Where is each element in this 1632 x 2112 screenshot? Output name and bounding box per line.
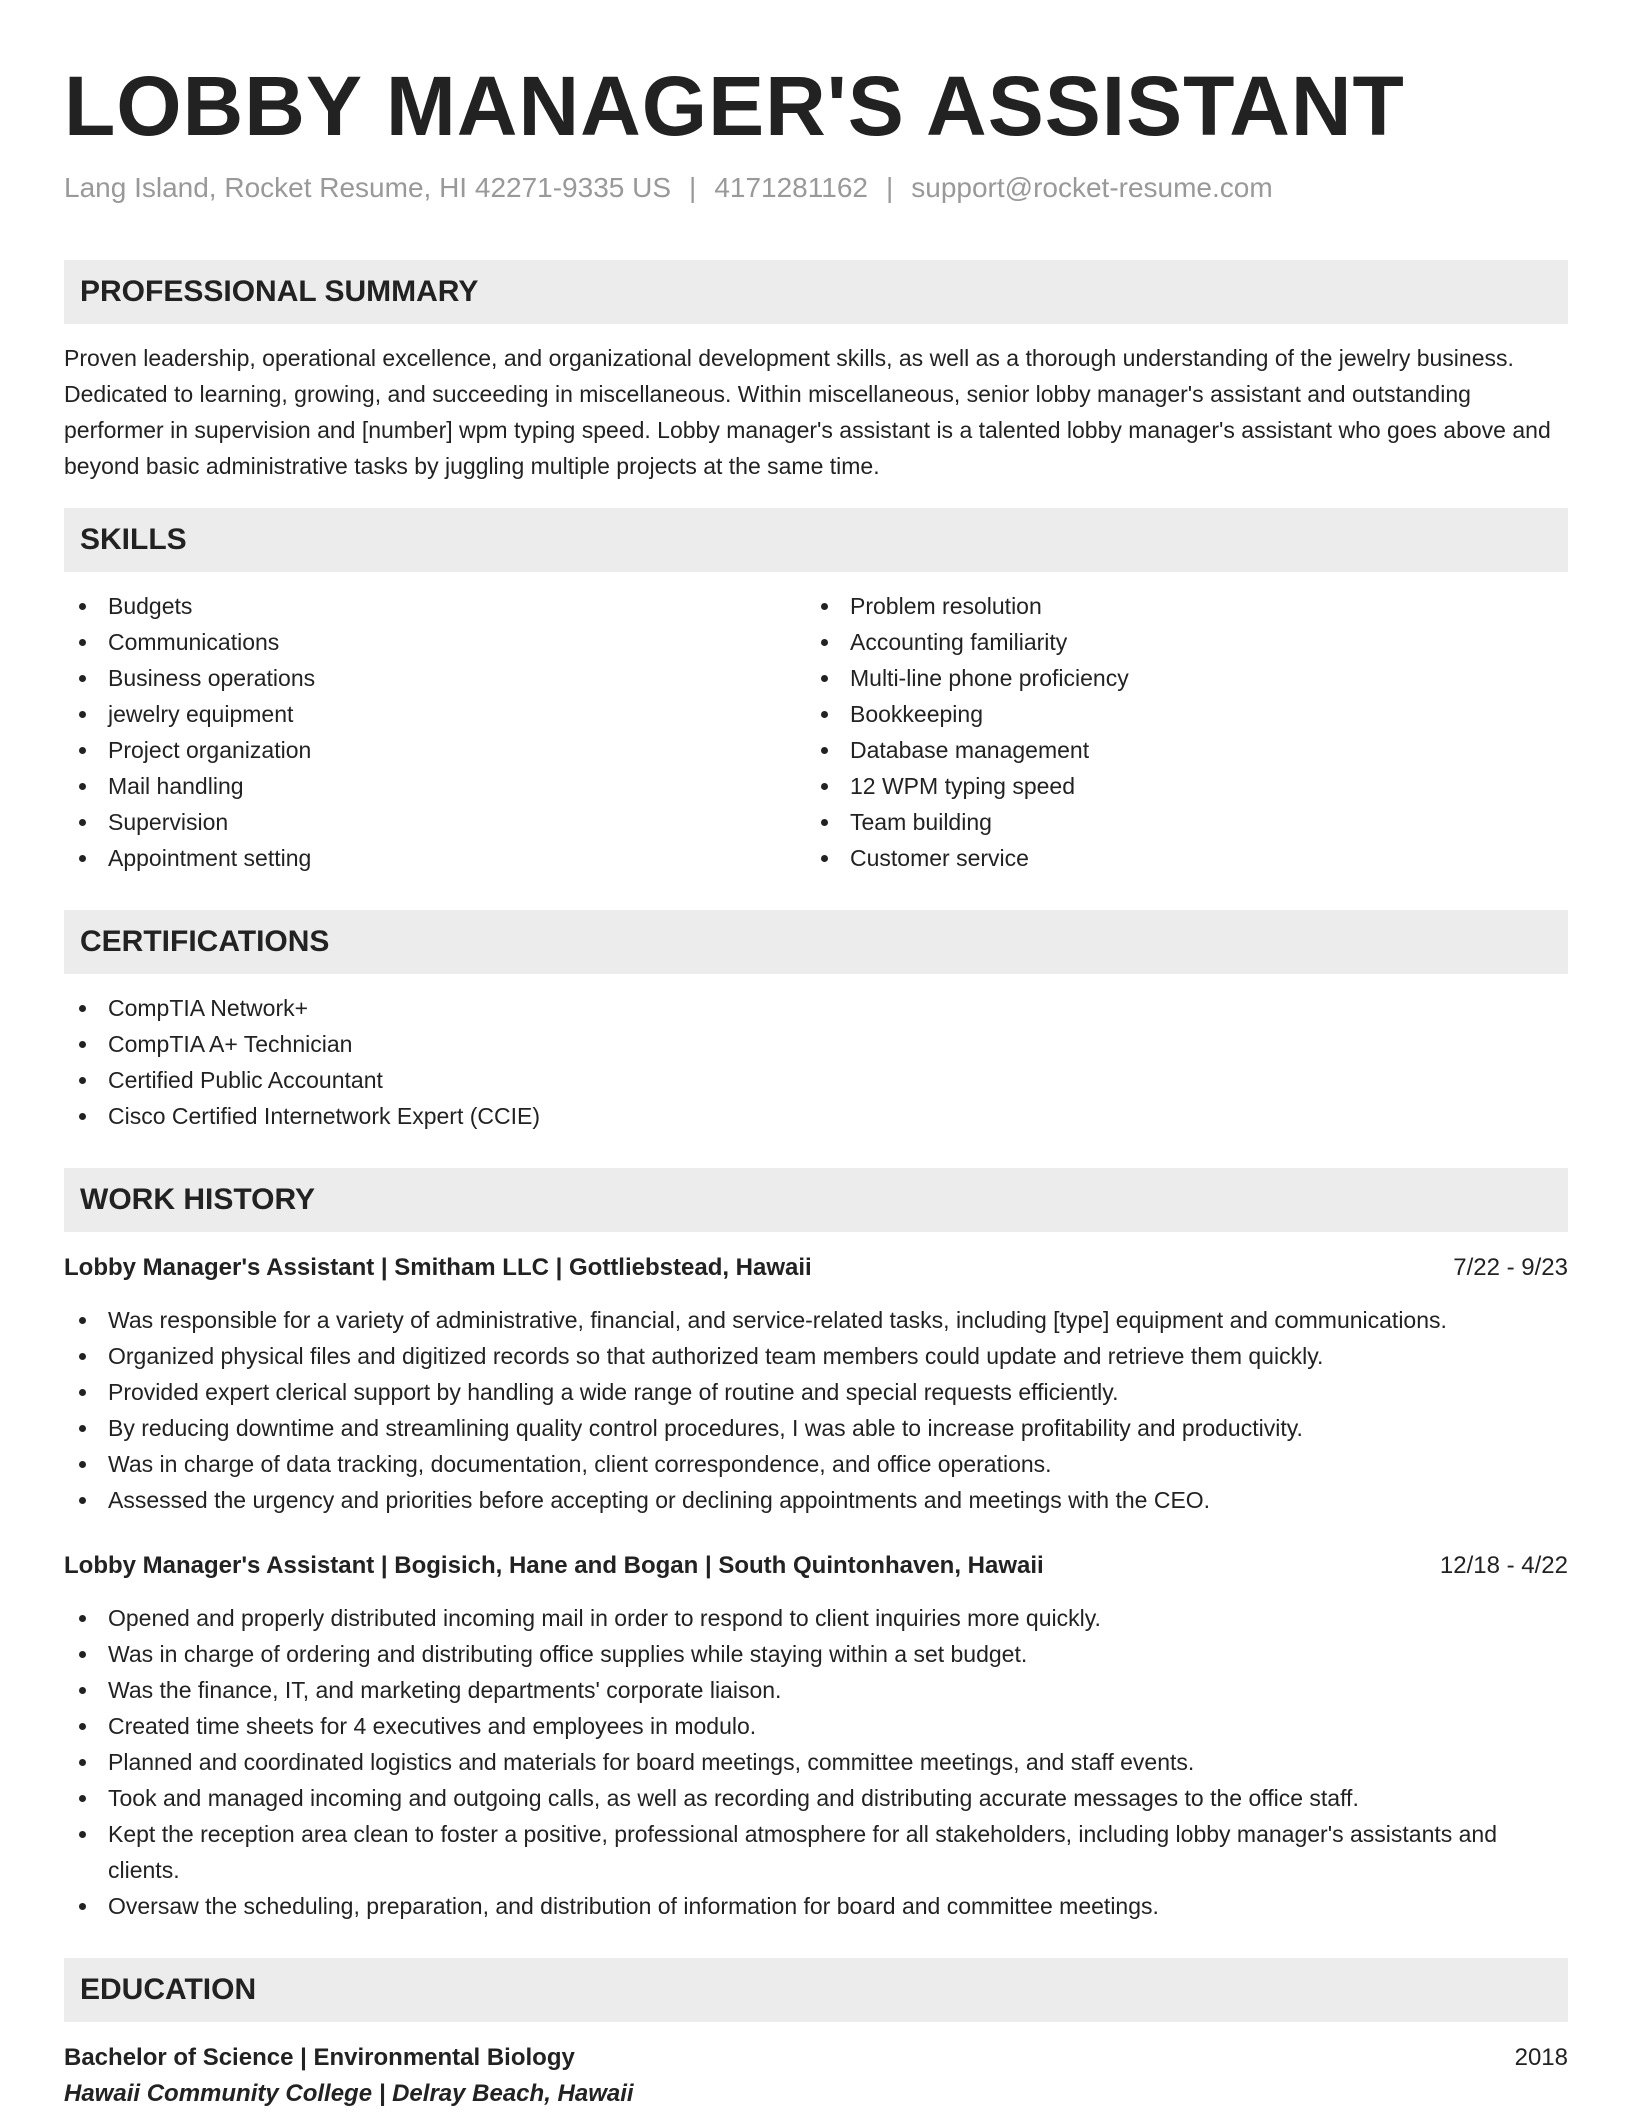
job-title: Lobby Manager's Assistant | Smitham LLC | Gottliebstead, Hawaii bbox=[64, 1254, 812, 1281]
contact-separator: | bbox=[885, 172, 894, 203]
skill-item: Project organization bbox=[64, 732, 806, 768]
skill-item: Mail handling bbox=[64, 768, 806, 804]
section-heading-summary: PROFESSIONAL SUMMARY bbox=[64, 260, 1568, 324]
candidate-name: LOBBY MANAGER'S ASSISTANT bbox=[64, 59, 1405, 153]
job-bullet: Was in charge of data tracking, documentation, client correspondence, and office operations. bbox=[64, 1446, 1568, 1482]
job-bullet: Was in charge of ordering and distributing office supplies while staying within a set budget. bbox=[64, 1636, 1568, 1672]
certification-item: Certified Public Accountant bbox=[64, 1062, 1568, 1098]
job-bullet: Was the finance, IT, and marketing departments' corporate liaison. bbox=[64, 1672, 1568, 1708]
skill-item: Appointment setting bbox=[64, 840, 806, 876]
skill-item: Database management bbox=[806, 732, 1548, 768]
work-history bbox=[64, 1250, 1568, 1924]
skill-item: Multi-line phone proficiency bbox=[806, 660, 1548, 696]
skill-item: Customer service bbox=[806, 840, 1548, 876]
skill-item: Problem resolution bbox=[806, 588, 1548, 624]
skill-item: jewelry equipment bbox=[64, 696, 806, 732]
job-bullet: Provided expert clerical support by handling a wide range of routine and special requests efficiently. bbox=[64, 1374, 1568, 1410]
contact-address: Lang Island, Rocket Resume, HI 42271-9335 US bbox=[64, 172, 672, 203]
job-bullet: Opened and properly distributed incoming mail in order to respond to client inquiries more quickly. bbox=[64, 1600, 1568, 1636]
job-entry bbox=[64, 1250, 1568, 1518]
education-degree: Bachelor of Science | Environmental Biology bbox=[64, 2044, 575, 2071]
skills-list-right bbox=[806, 588, 1548, 876]
section-heading-education: EDUCATION bbox=[64, 1958, 1568, 2022]
job-entry bbox=[64, 1548, 1568, 1924]
job-header bbox=[64, 1548, 1568, 1584]
contact-phone: 4171281162 bbox=[714, 172, 868, 203]
skill-item: 12 WPM typing speed bbox=[806, 768, 1548, 804]
education-entry bbox=[64, 2040, 1568, 2076]
skill-item: Supervision bbox=[64, 804, 806, 840]
education-year: 2018 bbox=[1514, 2044, 1568, 2071]
education-school: Hawaii Community College | Delray Beach, Hawaii bbox=[64, 2080, 634, 2107]
job-bullet: By reducing downtime and streamlining quality control procedures, I was able to increase profitability and productivity. bbox=[64, 1410, 1568, 1446]
skills-columns bbox=[64, 588, 1568, 876]
certification-item: CompTIA Network+ bbox=[64, 990, 1568, 1026]
job-bullet: Took and managed incoming and outgoing calls, as well as recording and distributing accurate messages to the office staff. bbox=[64, 1780, 1568, 1816]
job-bullet: Was responsible for a variety of administrative, financial, and service-related tasks, including [type] equipment and communications. bbox=[64, 1302, 1568, 1338]
contact-email: support@rocket-resume.com bbox=[911, 172, 1273, 203]
section-heading-work-history: WORK HISTORY bbox=[64, 1168, 1568, 1232]
job-header bbox=[64, 1250, 1568, 1286]
job-bullet: Organized physical files and digitized records so that authorized team members could update and retrieve them quickly. bbox=[64, 1338, 1568, 1374]
job-bullets bbox=[64, 1302, 1568, 1518]
section-heading-skills: SKILLS bbox=[64, 508, 1568, 572]
job-bullet: Kept the reception area clean to foster a positive, professional atmosphere for all stakeholders, including lobby manager's assistants and clients. bbox=[64, 1816, 1568, 1888]
contact-separator: | bbox=[689, 172, 697, 203]
job-dates: 7/22 - 9/23 bbox=[1453, 1254, 1568, 1281]
skill-item: Team building bbox=[806, 804, 1548, 840]
certification-item: Cisco Certified Internetwork Expert (CCIE) bbox=[64, 1098, 1568, 1134]
job-bullet: Created time sheets for 4 executives and employees in modulo. bbox=[64, 1708, 1568, 1744]
contact-line bbox=[64, 170, 1568, 206]
job-bullet: Oversaw the scheduling, preparation, and distribution of information for board and committee meetings. bbox=[64, 1888, 1568, 1924]
job-dates: 12/18 - 4/22 bbox=[1439, 1552, 1568, 1579]
section-heading-certifications: CERTIFICATIONS bbox=[64, 910, 1568, 974]
certification-item: CompTIA A+ Technician bbox=[64, 1026, 1568, 1062]
job-title: Lobby Manager's Assistant | Bogisich, Hane and Bogan | South Quintonhaven, Hawaii bbox=[64, 1552, 1044, 1579]
skill-item: Accounting familiarity bbox=[806, 624, 1548, 660]
summary-text: Proven leadership, operational excellence, and organizational development skills, as well as a thorough understanding of the jewelry business. Dedicated to learning, growing, and succeeding in miscellaneous. Within miscellaneous, senior lobby manager's assistant and outstanding performer in supervision and [number] wpm typing speed. Lobby manager's assistant is a talented lobby manager's assistant who goes above and beyond basic administrative tasks by juggling multiple projects at the same time. bbox=[64, 345, 1551, 479]
skills-list-left bbox=[64, 588, 806, 876]
job-bullet: Planned and coordinated logistics and materials for board meetings, committee meetings, and staff events. bbox=[64, 1744, 1568, 1780]
job-bullets bbox=[64, 1600, 1568, 1924]
skill-item: Bookkeeping bbox=[806, 696, 1548, 732]
certifications-list bbox=[64, 990, 1568, 1134]
skill-item: Budgets bbox=[64, 588, 806, 624]
job-bullet: Assessed the urgency and priorities before accepting or declining appointments and meetings with the CEO. bbox=[64, 1482, 1568, 1518]
skill-item: Business operations bbox=[64, 660, 806, 696]
skill-item: Communications bbox=[64, 624, 806, 660]
